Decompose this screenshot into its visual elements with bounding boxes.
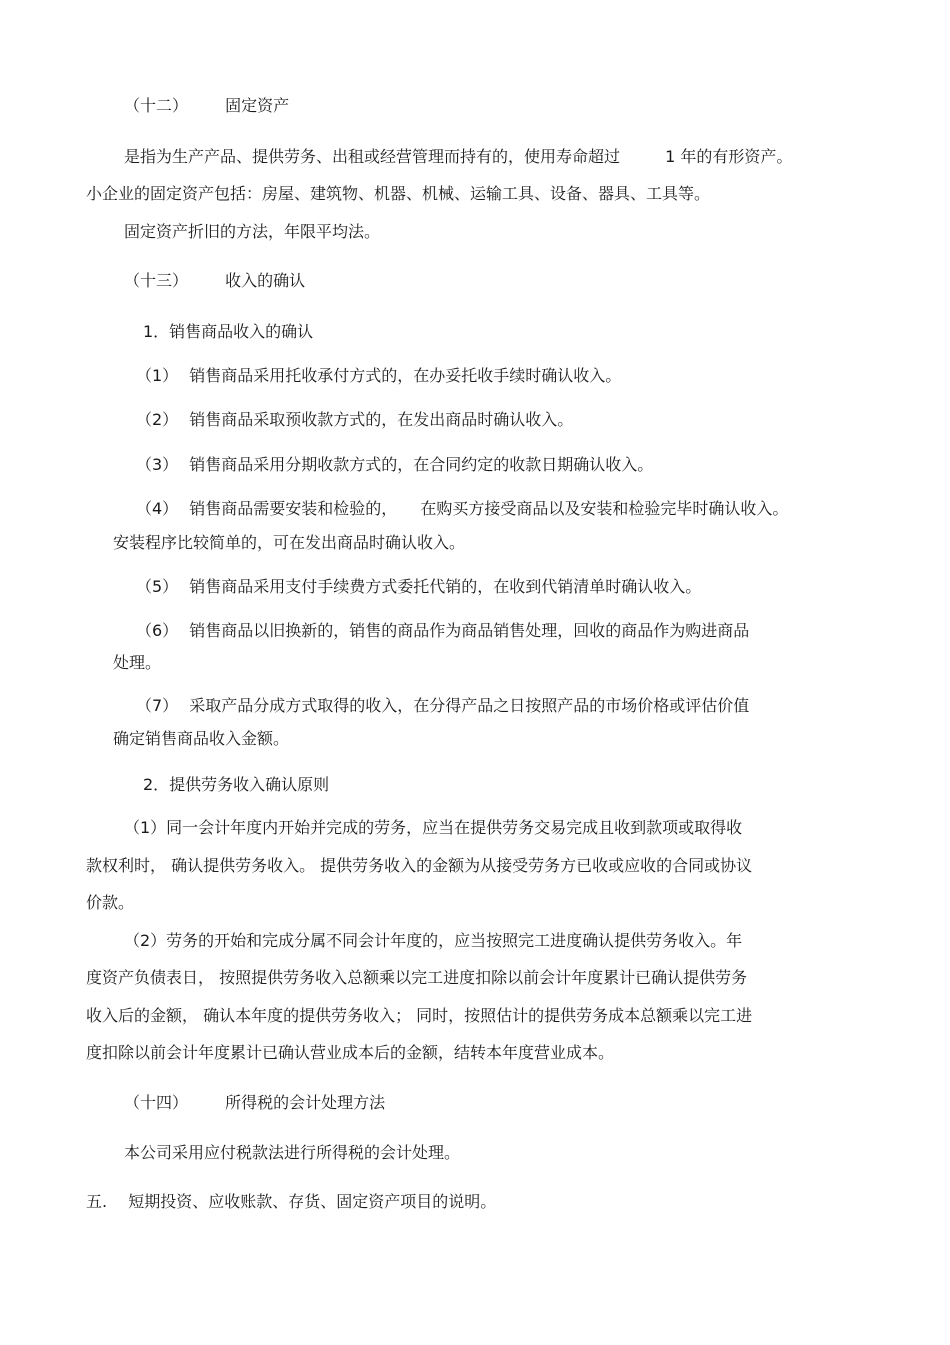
- list-item-6: [136, 621, 749, 641]
- list-item-number: （2）: [136, 410, 179, 429]
- list-item-text: 销售商品以旧换新的，销售的商品作为商品销售处理，回收的商品作为购进商品: [189, 621, 750, 640]
- heading-12-number: （十二）: [124, 96, 189, 115]
- heading-12: [124, 96, 289, 116]
- heading-13: [124, 271, 305, 291]
- list-item-number: （3）: [136, 455, 179, 474]
- list-item-text: 销售商品采取预收款方式的，在发出商品时确认收入。: [189, 410, 574, 429]
- list-item-4: [136, 499, 788, 519]
- list-item-number: （5）: [136, 577, 179, 596]
- list-item-number: （6）: [136, 621, 179, 640]
- paragraph-12a-tail: 1 年的有形资产。: [665, 147, 793, 166]
- heading-14-number: （十四）: [124, 1093, 189, 1112]
- heading-13-title: 收入的确认: [225, 271, 306, 290]
- paragraph-service-1-line-1: （1）同一会计年度内开始并完成的劳务，应当在提供劳务交易完成且收到款项或取得收: [124, 818, 743, 837]
- heading-12-title: 固定资产: [225, 96, 290, 115]
- list-item-7-continuation: 确定销售商品收入金额。: [113, 729, 290, 748]
- list-item-number: （7）: [136, 696, 179, 715]
- list-item-text: 销售商品采用托收承付方式的，在办妥托收手续时确认收入。: [189, 366, 622, 385]
- list-item-text: 销售商品采用支付手续费方式委托代销的，在收到代销清单时确认收入。: [189, 577, 702, 596]
- list-item-number: （1）: [136, 366, 179, 385]
- list-item-2: [136, 410, 573, 430]
- list-item-text: 销售商品需要安装和检验的，: [189, 499, 398, 518]
- section-5-text: 短期投资、应收账款、存货、固定资产项目的说明。: [128, 1192, 497, 1211]
- section-5-number: 五.: [86, 1192, 108, 1211]
- paragraph-service-1-line-2: 款权利时， 确认提供劳务收入。 提供劳务收入的金额为从接受劳务方已收或应收的合同或协议: [86, 856, 753, 875]
- list-item-4-continuation: 安装程序比较简单的，可在发出商品时确认收入。: [113, 533, 466, 552]
- subheading-1: 1．销售商品收入的确认: [143, 322, 314, 341]
- paragraph-12b: 小企业的固定资产包括：房屋、建筑物、机器、机械、运输工具、设备、器具、工具等。: [86, 184, 711, 203]
- paragraph-service-2-line-1: （2）劳务的开始和完成分属不同会计年度的，应当按照完工进度确认提供劳务收入。年: [124, 931, 743, 950]
- subheading-2: 2．提供劳务收入确认原则: [143, 775, 330, 794]
- paragraph-service-2-line-3: 收入后的金额， 确认本年度的提供劳务收入； 同时，按照估计的提供劳务成本总额乘以完工进: [86, 1006, 753, 1025]
- heading-14-title: 所得税的会计处理方法: [225, 1093, 386, 1112]
- paragraph-14: 本公司采用应付税款法进行所得税的会计处理。: [124, 1143, 461, 1162]
- list-item-6-continuation: 处理。: [113, 653, 162, 672]
- section-5-heading: [86, 1192, 496, 1212]
- list-item-7: [136, 696, 749, 716]
- list-item-3: [136, 455, 653, 475]
- paragraph-service-1-line-3: 价款。: [86, 893, 135, 912]
- list-item-5: [136, 577, 701, 597]
- list-item-number: （4）: [136, 499, 179, 518]
- list-item-text: 采取产品分成方式取得的收入，在分得产品之日按照产品的市场价格或评估价值: [189, 696, 750, 715]
- list-item-text-second: 在购买方接受商品以及安装和检验完毕时确认收入。: [420, 499, 789, 518]
- paragraph-12c: 固定资产折旧的方法，年限平均法。: [124, 222, 381, 241]
- heading-13-number: （十三）: [124, 271, 189, 290]
- paragraph-12a-text: 是指为生产产品、提供劳务、出租或经营管理而持有的，使用寿命超过: [124, 147, 621, 166]
- list-item-text: 销售商品采用分期收款方式的，在合同约定的收款日期确认收入。: [189, 455, 654, 474]
- paragraph-12a: [124, 147, 792, 167]
- list-item-1: [136, 366, 621, 386]
- paragraph-service-2-line-4: 度扣除以前会计年度累计已确认营业成本后的金额，结转本年度营业成本。: [86, 1043, 615, 1062]
- paragraph-service-2-line-2: 度资产负债表日， 按照提供劳务收入总额乘以完工进度扣除以前会计年度累计已确认提供劳务: [86, 968, 748, 987]
- heading-14: [124, 1093, 385, 1113]
